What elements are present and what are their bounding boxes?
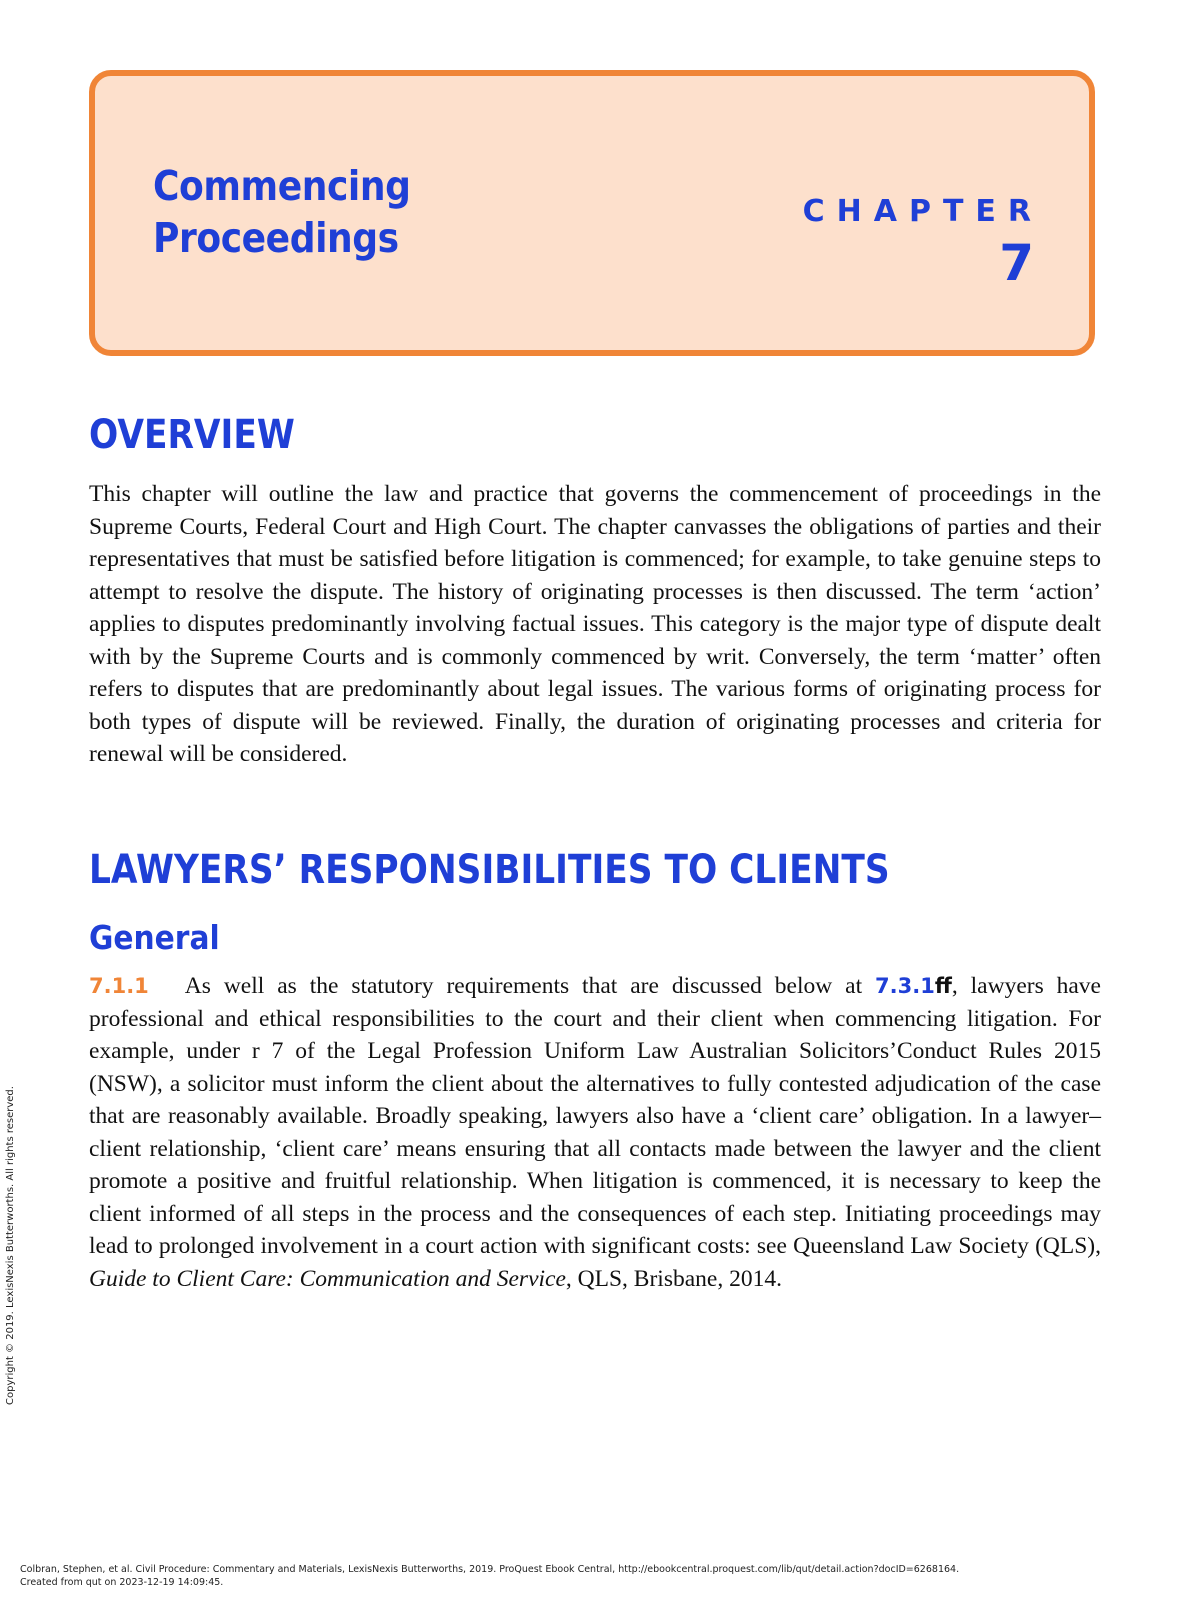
chapter-title	[153, 160, 410, 264]
citation-title: Guide to Client Care: Communication and Service	[89, 1265, 566, 1292]
cross-reference-suffix: ff	[934, 974, 952, 998]
overview-paragraph: This chapter will outline the law and practice that governs the commencement of proceedings in the Supreme Courts, Federal Court and High Court. The chapter canvasses the obligations of parties and their representatives that must be satisfied before litigation is commenced; for example, to take genuine steps to attempt to resolve the dispute. The history of originating processes is then discussed. The term ‘action’ applies to disputes predominantly involving factual issues. This category is the major type of dispute dealt with by the Supreme Courts and is commonly commenced by writ. Conversely, the term ‘matter’ often refers to disputes that are predominantly about legal issues. The various forms of originating process for both types of dispute will be reviewed. Finally, the duration of originating processes and criteria for renewal will be considered.	[89, 481, 1101, 767]
chapter-number: 7	[999, 234, 1034, 292]
footer-citation-line: Colbran, Stephen, et al. Civil Procedure: Commentary and Materials, LexisNexis Butterworths, 2019. ProQuest Ebook Central, http://ebookcentral.proquest.com/lib/qut/detail.action?docID=6268164.	[20, 1564, 960, 1575]
footer-created-line: Created from qut on 2023-12-19 14:09:45.	[20, 1577, 224, 1588]
page-footer	[20, 1563, 959, 1589]
general-subheading: General	[89, 918, 220, 957]
paragraph-text-start: As well as the statutory requirements that are discussed below at	[184, 973, 876, 999]
citation-tail: , QLS, Brisbane, 2014.	[565, 1265, 782, 1292]
chapter-header-box	[89, 70, 1095, 356]
chapter-title-line2: Proceedings	[153, 214, 399, 262]
lawyers-responsibilities-heading: LAWYERS’ RESPONSIBILITIES TO CLIENTS	[89, 847, 890, 893]
overview-heading: OVERVIEW	[89, 412, 295, 458]
chapter-title-line1: Commencing	[153, 162, 411, 210]
paragraph-text-body: , lawyers have professional and ethical responsibilities to the court and their client when commencing litigation. For example, under r 7 of the Legal Profession Uniform Law Australian Solicitors’Conduct Rules 2015 (NSW), a solicitor must inform the client about the alternatives to fully contested adjudication of the case that are reasonably available. Broadly speaking, lawyers also have a ‘client care’ obligation. In a lawyer–client relationship, ‘client care’ means ensuring that all contacts made between the lawyer and the client promote a positive and fruitful relationship. When litigation is commenced, it is necessary to keep the client informed of all steps in the process and the consequences of each step. Initiating proceedings may lead to prolonged involvement in a court action with significant costs: see Queensland Law Society (QLS),	[89, 973, 1101, 1259]
copyright-notice: Copyright © 2019. LexisNexis Butterworths. All rights reserved.	[5, 1086, 16, 1405]
chapter-label: CHAPTER	[802, 194, 1043, 229]
cross-reference-link[interactable]: 7.3.1	[875, 974, 935, 998]
paragraph-number: 7.1.1	[89, 974, 149, 998]
paragraph-7-1-1	[89, 970, 1101, 1295]
